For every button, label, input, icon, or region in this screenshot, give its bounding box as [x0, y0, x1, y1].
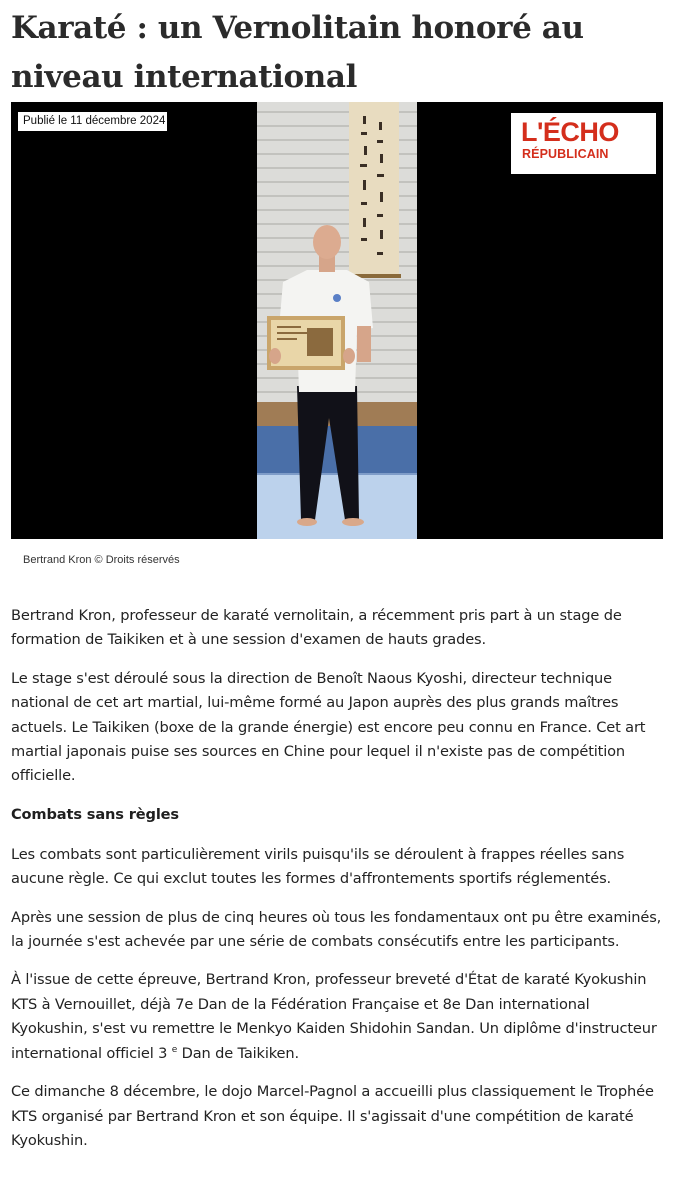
paragraph: Ce dimanche 8 décembre, le dojo Marcel-Pagnol a accueilli plus classiquement le Trophée KTS organisé par Bertrand Kron et son équipe. Il s'agissait d'une compétition de karaté Kyokushin.	[11, 1083, 654, 1149]
paragraph-diploma	[11, 968, 667, 1066]
hero-image[interactable]	[11, 102, 663, 539]
section-subheading: Combats sans règles	[11, 805, 179, 823]
diploma-text-end: Dan de Taikiken.	[177, 1044, 299, 1062]
paragraph: Le stage s'est déroulé sous la direction de Benoît Naous Kyoshi, directeur technique national de cet art martial, lui-même formé au Japon auprès des plus grands maîtres actuels. Le Taikiken (boxe de la grande énergie) est encore peu connu en France. Cet art martial japonais puise ses sources en Chine pour lequel il n'existe pas de compétition officielle.	[11, 669, 646, 785]
article-headline: Karaté : un Vernolitain honoré au niveau international	[11, 10, 584, 95]
diploma-text: À l'issue de cette épreuve, Bertrand Kron, professeur breveté d'État de karaté Kyokushin KTS à Vernouillet, déjà 7e Dan de la Fédération Française et 8e Dan international Kyokushin, s'est vu remettre le Menkyo Kaiden Shidohin Sandan. Un diplôme d'instructeur international officiel 3	[11, 971, 657, 1062]
paragraph: Les combats sont particulièrement virils puisqu'ils se déroulent à frappes réelles sans aucune règle. Ce qui exclut toutes les formes d'affrontements sportifs réglementés.	[11, 845, 625, 888]
newspaper-logo	[511, 113, 656, 174]
photo-caption: Bertrand Kron © Droits réservés	[23, 554, 180, 566]
publication-date: Publié le 11 décembre 2024	[18, 112, 167, 131]
article-body	[11, 604, 667, 1167]
paragraph: Après une session de plus de cinq heures où tous les fondamentaux ont pu être examinés, la journée s'est achevée par une série de combats consécutifs entre les participants.	[11, 908, 662, 951]
ordinal-superscript: e	[171, 1044, 178, 1055]
logo-line-top: L'ÉCHO	[521, 117, 619, 147]
logo-line-bottom: RÉPUBLICAIN	[522, 147, 609, 161]
photo-karate-teacher-with-diploma	[257, 102, 417, 539]
paragraph: Bertrand Kron, professeur de karaté vernolitain, a récemment pris part à un stage de formation de Taikiken et à une session d'examen de hauts grades.	[11, 607, 622, 649]
